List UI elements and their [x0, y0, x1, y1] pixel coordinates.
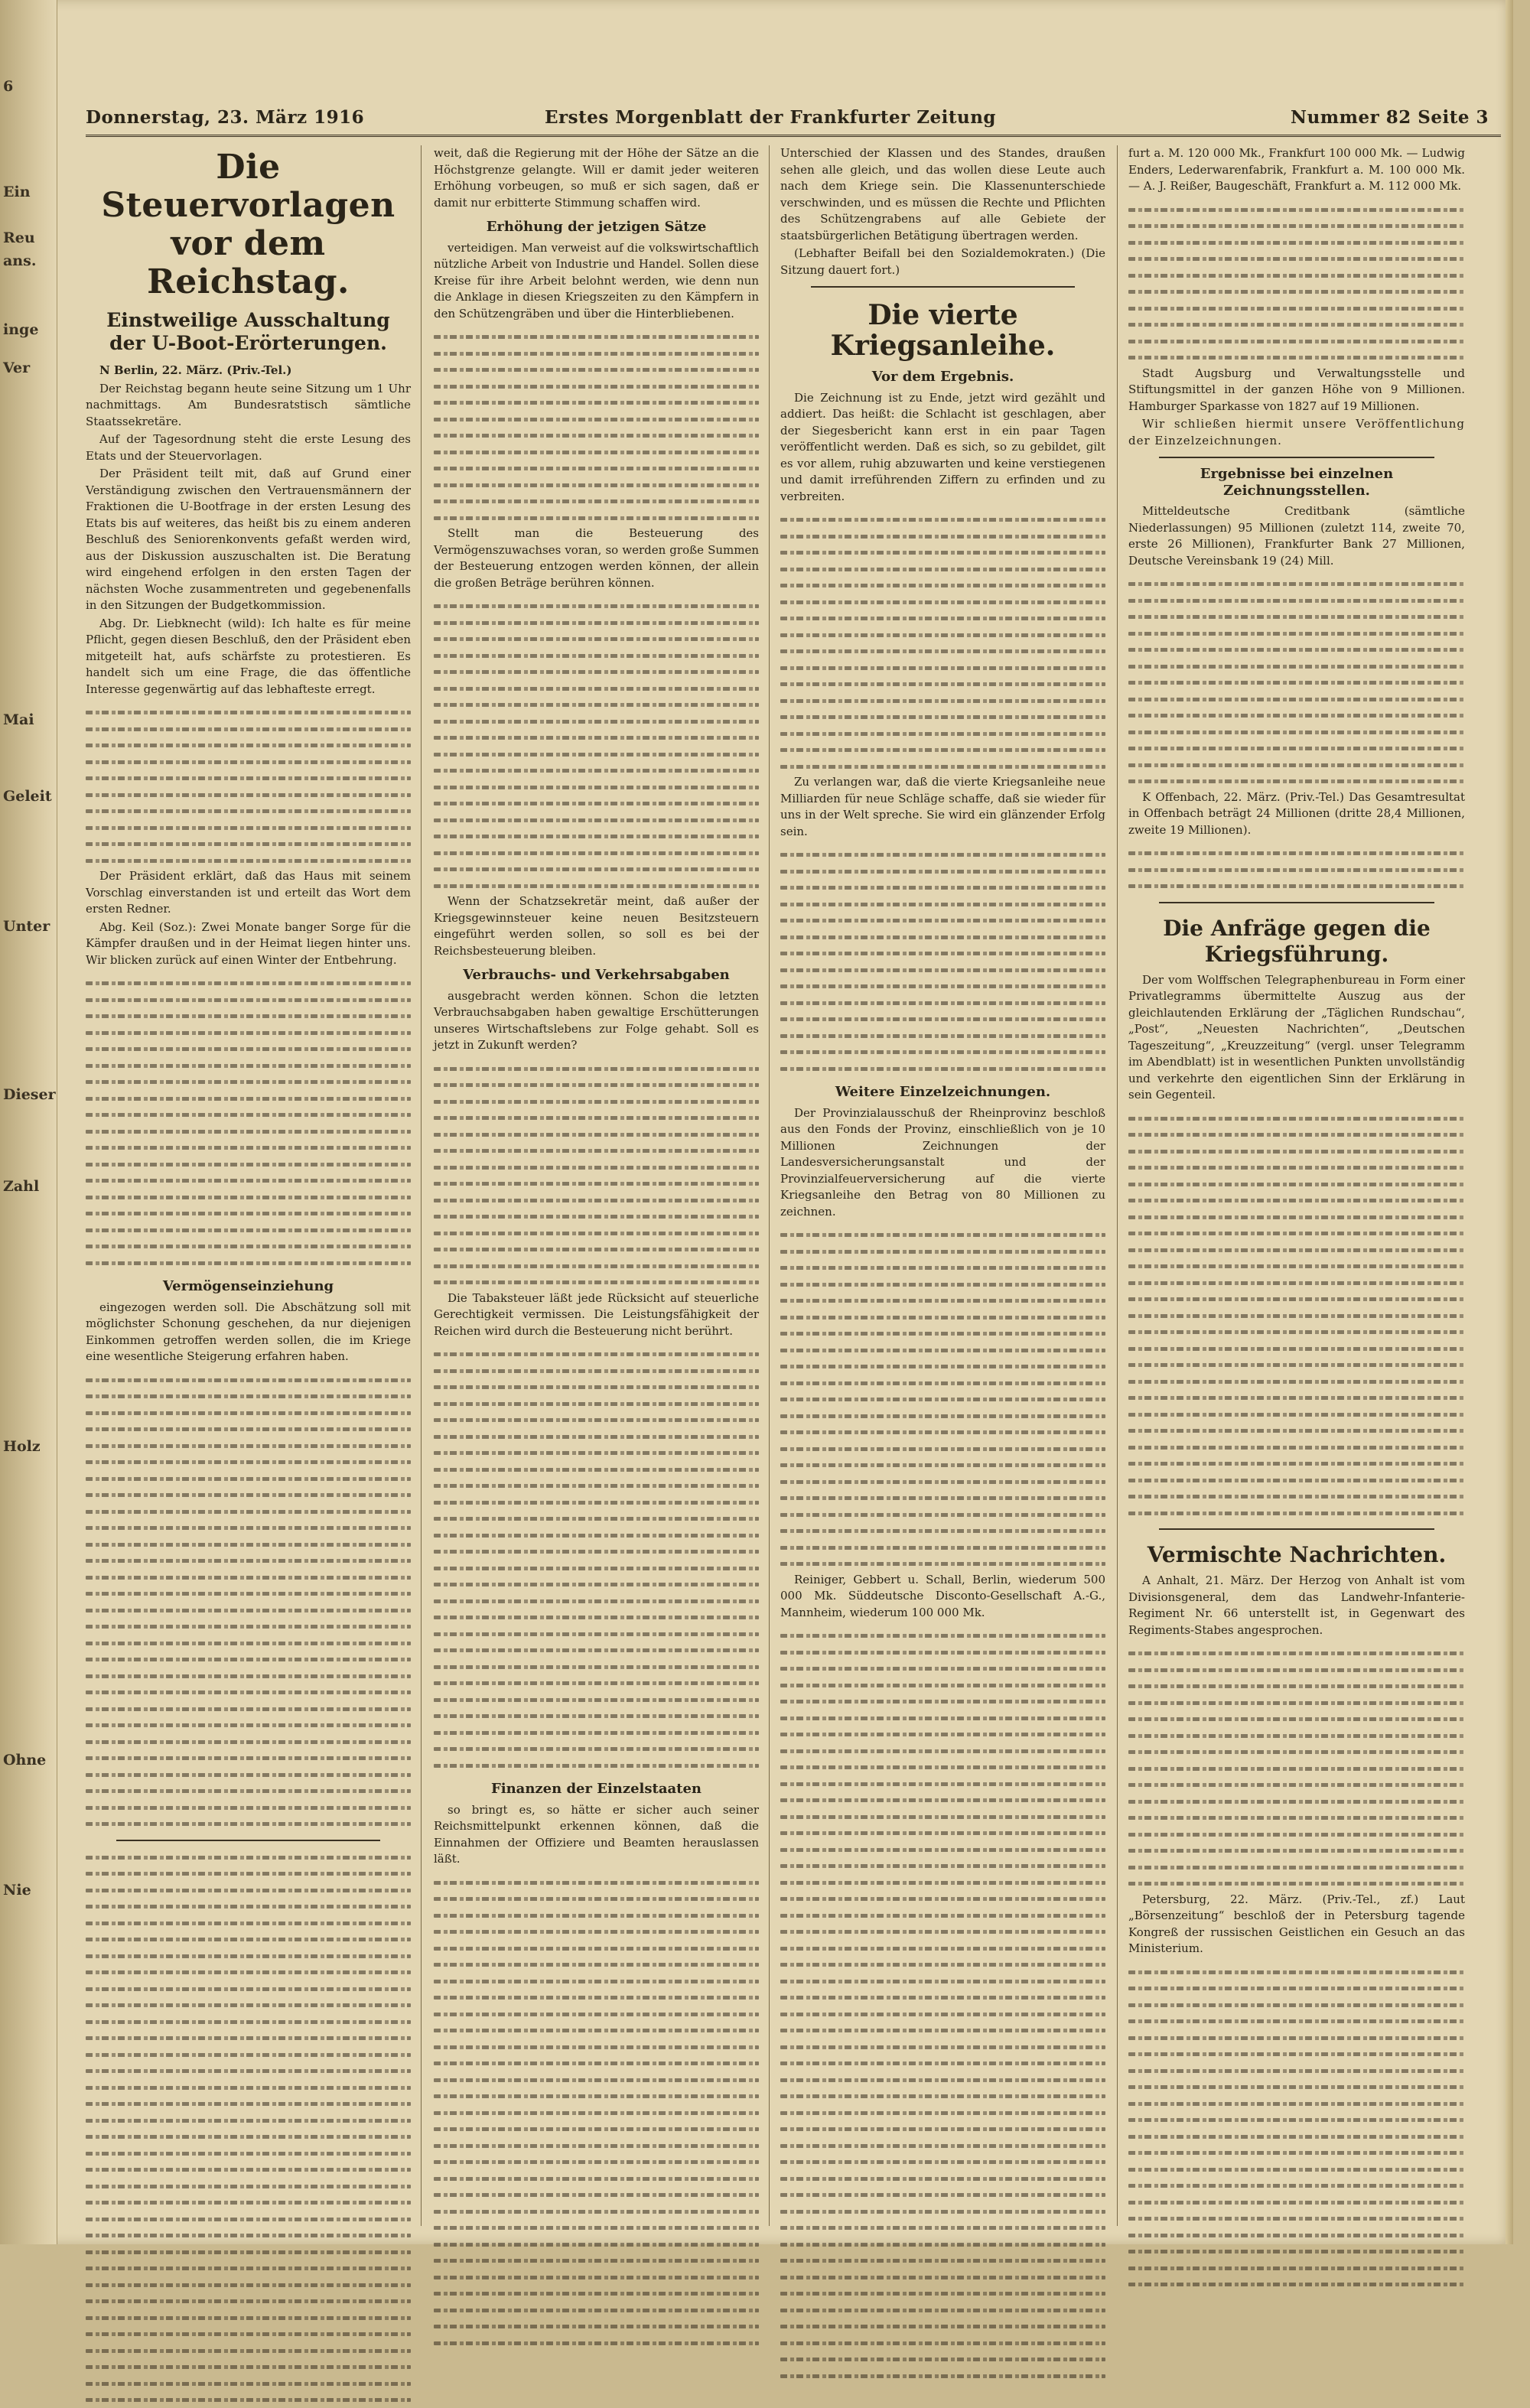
- edge-fragment: Unter: [3, 918, 50, 935]
- paragraph: Unterschied der Klassen und des Standes, draußen sehen alle gleich, und das wollen diese Leute auch nach dem Kriege sein. Die Klassenunterschiede verschwinden, und es müssen die Rechte und Pflichten des Schützengrabens auf alle Gebiete der staatsbürgerlichen Betätigung übertragen werden.: [780, 146, 1105, 242]
- edge-fragment: ans.: [3, 252, 37, 269]
- edge-fragment: Nie: [3, 1882, 31, 1899]
- text-lines: [1128, 201, 1465, 366]
- text-lines: [1128, 1645, 1465, 1892]
- text-lines: [86, 704, 411, 868]
- article-headline: Vermischte Nachrichten.: [1147, 1542, 1447, 1567]
- text-lines: [780, 1226, 1105, 1572]
- text-lines: [86, 975, 411, 1271]
- article-headline: Die Anfräge gegen die Kriegsführung.: [1163, 915, 1431, 967]
- text-lines: [1128, 1110, 1465, 1521]
- paragraph: weit, daß die Regierung mit der Höhe der Sätze an die Höchstgrenze gelangte. Will er damit jeder weiteren Erhöhung vorbeugen, so muß er sich sagen, daß er damit nur erbitterte Stimmung schaffen wird.: [434, 146, 759, 210]
- issue-date: Donnerstag, 23. März 1916: [86, 107, 365, 128]
- paragraph: Die Tabaksteuer läßt jede Rücksicht auf steuerliche Gerechtigkeit vermissen. Die Leistungsfähigkeit der Reichen wird durch die Besteuerung nicht berührt.: [434, 1290, 759, 1338]
- paragraph: Mitteldeutsche Creditbank (sämtliche Niederlassungen) 95 Millionen (zuletzt 114, zweite 70, erste 26 Millionen), Frankfurter Bank 27 Millionen, Deutsche Vereinsbank 19 (24) Mill.: [1128, 504, 1465, 568]
- edition-title: Erstes Morgenblatt der Frankfurter Zeitung: [545, 107, 997, 128]
- text-lines: [780, 511, 1105, 774]
- edge-fragment: Holz: [3, 1438, 41, 1455]
- paragraph: Der Präsident erklärt, daß das Haus mit seinem Vorschlag einverstanden ist und erteilt das Wort dem ersten Redner.: [86, 869, 411, 916]
- paragraph: eingezogen werden soll. Die Abschätzung soll mit möglichster Schonung geschehen, da nur diejenigen Einkommen getroffen werden sollen, die im Kriege eine wesentliche Steigerung erfahren haben.: [86, 1300, 411, 1363]
- text-lines: [1128, 575, 1465, 789]
- column-divider: [1117, 145, 1118, 2226]
- text-lines: [780, 846, 1105, 1076]
- paragraph: Zu verlangen war, daß die vierte Kriegsanleihe neue Milliarden für neue Schläge schaffe, daß sie wieder für uns in der Welt spreche. Sie wird ein glänzender Erfolg sein.: [780, 775, 1105, 838]
- edge-fragment: inge: [3, 321, 39, 338]
- article-headline: Die Steuervorlagen vor dem Reichstag.: [101, 148, 396, 301]
- paragraph: Die Zeichnung ist zu Ende, jetzt wird gezählt und addiert. Das heißt: die Schlacht ist geschlagen, aber der Siegesbericht kann erst in ein paar Tagen veröffentlicht werden. Daß es sich, so zu gebildet, gilt es vor allem, ruhig abzuwarten und keine verstiegenen und damit irreführenden Ziffern zu erfinden und zu verbreiten.: [780, 390, 1105, 503]
- article-headline: Die vierte Kriegsanleihe.: [830, 299, 1056, 362]
- paragraph: Petersburg, 22. März. (Priv.-Tel., zf.) Laut „Börsenzeitung“ beschloß der in Petersburg tagende Kongreß der russischen Geistlichen ein Gesuch an das Ministerium.: [1128, 1892, 1465, 1955]
- text-lines: [434, 1060, 759, 1290]
- section-heading: Finanzen der Einzelstaaten: [490, 1781, 702, 1797]
- paragraph: K Offenbach, 22. März. (Priv.-Tel.) Das Gesamtresultat in Offenbach beträgt 24 Millionen (dritte 28,4 Millionen, zweite 19 Millionen).: [1128, 789, 1465, 837]
- paragraph: Der Reichstag begann heute seine Sitzung um 1 Uhr nachmittags. Am Bundesratstisch sämtliche Staatssekretäre.: [86, 381, 411, 428]
- column-2: [434, 145, 759, 2351]
- section-heading: Vermögenseinziehung: [162, 1278, 334, 1294]
- paragraph: Stellt man die Besteuerung des Vermögenszuwachses voran, so werden große Summen der Besteuerung entzogen werden können, der allein die großen Beträge berühren können.: [434, 526, 759, 590]
- column-divider: [421, 145, 422, 2226]
- text-lines: [1128, 1964, 1465, 2292]
- edge-fragment: 6: [3, 78, 14, 95]
- paragraph: Abg. Keil (Soz.): Zwei Monate banger Sorge für die Kämpfer draußen und in der Heimat liegen hinter uns. Wir blicken zurück auf einen Winter der Entbehrung.: [86, 919, 411, 967]
- paragraph: Abg. Dr. Liebknecht (wild): Ich halte es für meine Pflicht, gegen diesen Beschluß, den der Präsident eben mitgeteilt hat, aufs schärfste zu protestieren. Es handelt sich um eine Frage, die das öffentliche Interesse gegenwärtig auf das lebhafteste erregt.: [86, 616, 411, 696]
- column-3: [780, 145, 1105, 2384]
- column-4: [1128, 145, 1465, 2292]
- page-fold: [1506, 0, 1513, 2244]
- dateline: N Berlin, 22. März. (Priv.-Tel.): [99, 363, 292, 377]
- column-divider: [769, 145, 770, 2226]
- paragraph: so bringt es, so hätte er sicher auch seiner Reichsmittelpunkt erkennen können, daß die Einnahmen der Offiziere und Beamten herauslassen läßt.: [434, 1802, 759, 1866]
- separator: [1159, 1528, 1434, 1530]
- paragraph: Reiniger, Gebbert u. Schall, Berlin, wiederum 500 000 Mk. Süddeutsche Disconto-Gesellschaft A.-G., Mannheim, wiederum 100 000 Mk.: [780, 1572, 1105, 1619]
- edge-fragment: Zahl: [3, 1178, 40, 1195]
- header-rule: [86, 135, 1501, 137]
- paragraph: verteidigen. Man verweist auf die volkswirtschaftlich nützliche Arbeit von Industrie und Handel. Sollen diese Kreise für ihre Arbeit belohnt werden, wie denn nun die Anklage in diesen Kriegszeiten zu den Kämpfern in den Schützengräben und über die Hinterbliebenen.: [434, 240, 759, 321]
- text-lines: [434, 1874, 759, 2351]
- paragraph: Wenn der Schatzsekretär meint, daß außer der Kriegsgewinnsteuer keine neuen Besitzsteuern eingeführt werden sollen, so soll es bei der Reichsbesteuerung bleiben.: [434, 894, 759, 958]
- paragraph: furt a. M. 120 000 Mk., Frankfurt 100 000 Mk. — Ludwig Enders, Lederwarenfabrik, Frankfurt a. M. 100 000 Mk. — A. J. Reißer, Baugeschäft, Frankfurt a. M. 112 000 Mk.: [1128, 146, 1465, 193]
- edge-fragment: Reu: [3, 229, 35, 246]
- text-lines: [434, 328, 759, 526]
- paragraph: A Anhalt, 21. März. Der Herzog von Anhalt ist vom Divisionsgeneral, dem das Landwehr-Infanterie-Regiment Nr. 66 unterstellt ist, in Gegenwart des Regiments-Stabes angesprochen.: [1128, 1573, 1465, 1637]
- paragraph: Auf der Tagesordnung steht die erste Lesung des Etats und der Steuervorlagen.: [86, 432, 411, 463]
- text-lines: [1128, 844, 1465, 894]
- paragraph: Der vom Wolffschen Telegraphenbureau in Form einer Privatlegramms übermittelte Auszug aus der gleichlautenden Erklärung der „Täglichen Rundschau“, „Post“, „Neuesten Nachrichten“, „Deutschen Tageszeitung“, „Kreuzzeitung“ (vergl. unser Telegramm im Abendblatt) ist in wesentlichen Punkten unvollständig und verkehrte den eigentlichen Sinn der Erklärung in sein Gegenteil.: [1128, 972, 1465, 1101]
- text-lines: [434, 597, 759, 893]
- text-lines: [780, 1627, 1105, 2384]
- article-subhead: Einstweilige Ausschaltung der U-Boot-Erörterungen.: [106, 309, 390, 354]
- section-heading: Erhöhung der jetzigen Sätze: [486, 219, 707, 235]
- paragraph: Stadt Augsburg und Verwaltungsstelle und Stiftungsmittel in der ganzen Höhe von 9 Millionen. Hamburger Sparkasse von 1827 auf 19 Millionen.: [1128, 366, 1465, 413]
- previous-page-edge: [0, 0, 56, 2244]
- paragraph: Wir schließen hiermit unsere Veröffentlichung der Einzelzeichnungen.: [1128, 417, 1465, 447]
- edge-fragment: Ein: [3, 184, 31, 200]
- text-lines: [86, 1849, 411, 2408]
- separator: [116, 1840, 380, 1841]
- edge-fragment: Dieser: [3, 1086, 56, 1103]
- text-lines: [86, 1372, 411, 1832]
- edge-fragment: Geleit: [3, 788, 52, 805]
- edge-fragment: Ver: [3, 360, 31, 376]
- section-heading: Ergebnisse bei einzelnen Zeichnungsstellen.: [1200, 466, 1394, 499]
- separator: [1159, 902, 1434, 903]
- section-heading: Verbrauchs- und Verkehrsabgaben: [463, 967, 730, 983]
- column-1: [86, 145, 411, 2408]
- paragraph: Der Präsident teilt mit, daß auf Grund einer Verständigung zwischen den Vertrauensmännern der Fraktionen die U-Bootfrage in der ersten Lesung des Etats bis auf weiteres, das heißt bis zu einem anderen Beschluß des Seniorenkonvents gefaßt werden wird, aus der Diskussion auszuschalten ist. Die Beratung wird eingehend erfolgen in den ersten Tagen der nächsten Woche zusammentreten und gegebenenfalls in den Sitzungen der Budgetkommission.: [86, 467, 411, 612]
- edge-fragment: Mai: [3, 711, 34, 728]
- paragraph: ausgebracht werden können. Schon die letzten Verbrauchsabgaben haben gewaltige Erschütterungen unseres Wirtschaftslebens zur Folge gehabt. Soll es jetzt in Zukunft werden?: [434, 988, 759, 1052]
- edge-fragment: Ohne: [3, 1752, 47, 1769]
- text-lines: [434, 1346, 759, 1773]
- number-label: Nummer 82: [1291, 107, 1411, 128]
- paragraph: (Lebhafter Beifall bei den Sozialdemokraten.) (Die Sitzung dauert fort.): [780, 246, 1105, 277]
- separator: [1159, 457, 1434, 458]
- page-label: Seite 3: [1418, 107, 1489, 128]
- issue-number: [1291, 107, 1489, 128]
- article-subhead: Vor dem Ergebnis.: [871, 369, 1014, 385]
- paragraph: Der Provinzialausschuß der Rheinprovinz beschloß aus den Fonds der Provinz, einschließlich von je 10 Millionen Zeichnungen der Landesversicherungsanstalt und der Provinzialfeuerversicherung auf die vierte Kriegsanleihe den Betrag von 80 Millionen zu zeichnen.: [780, 1105, 1105, 1219]
- masthead: [86, 107, 1509, 133]
- separator: [811, 286, 1075, 288]
- section-heading: Weitere Einzelzeichnungen.: [835, 1084, 1051, 1100]
